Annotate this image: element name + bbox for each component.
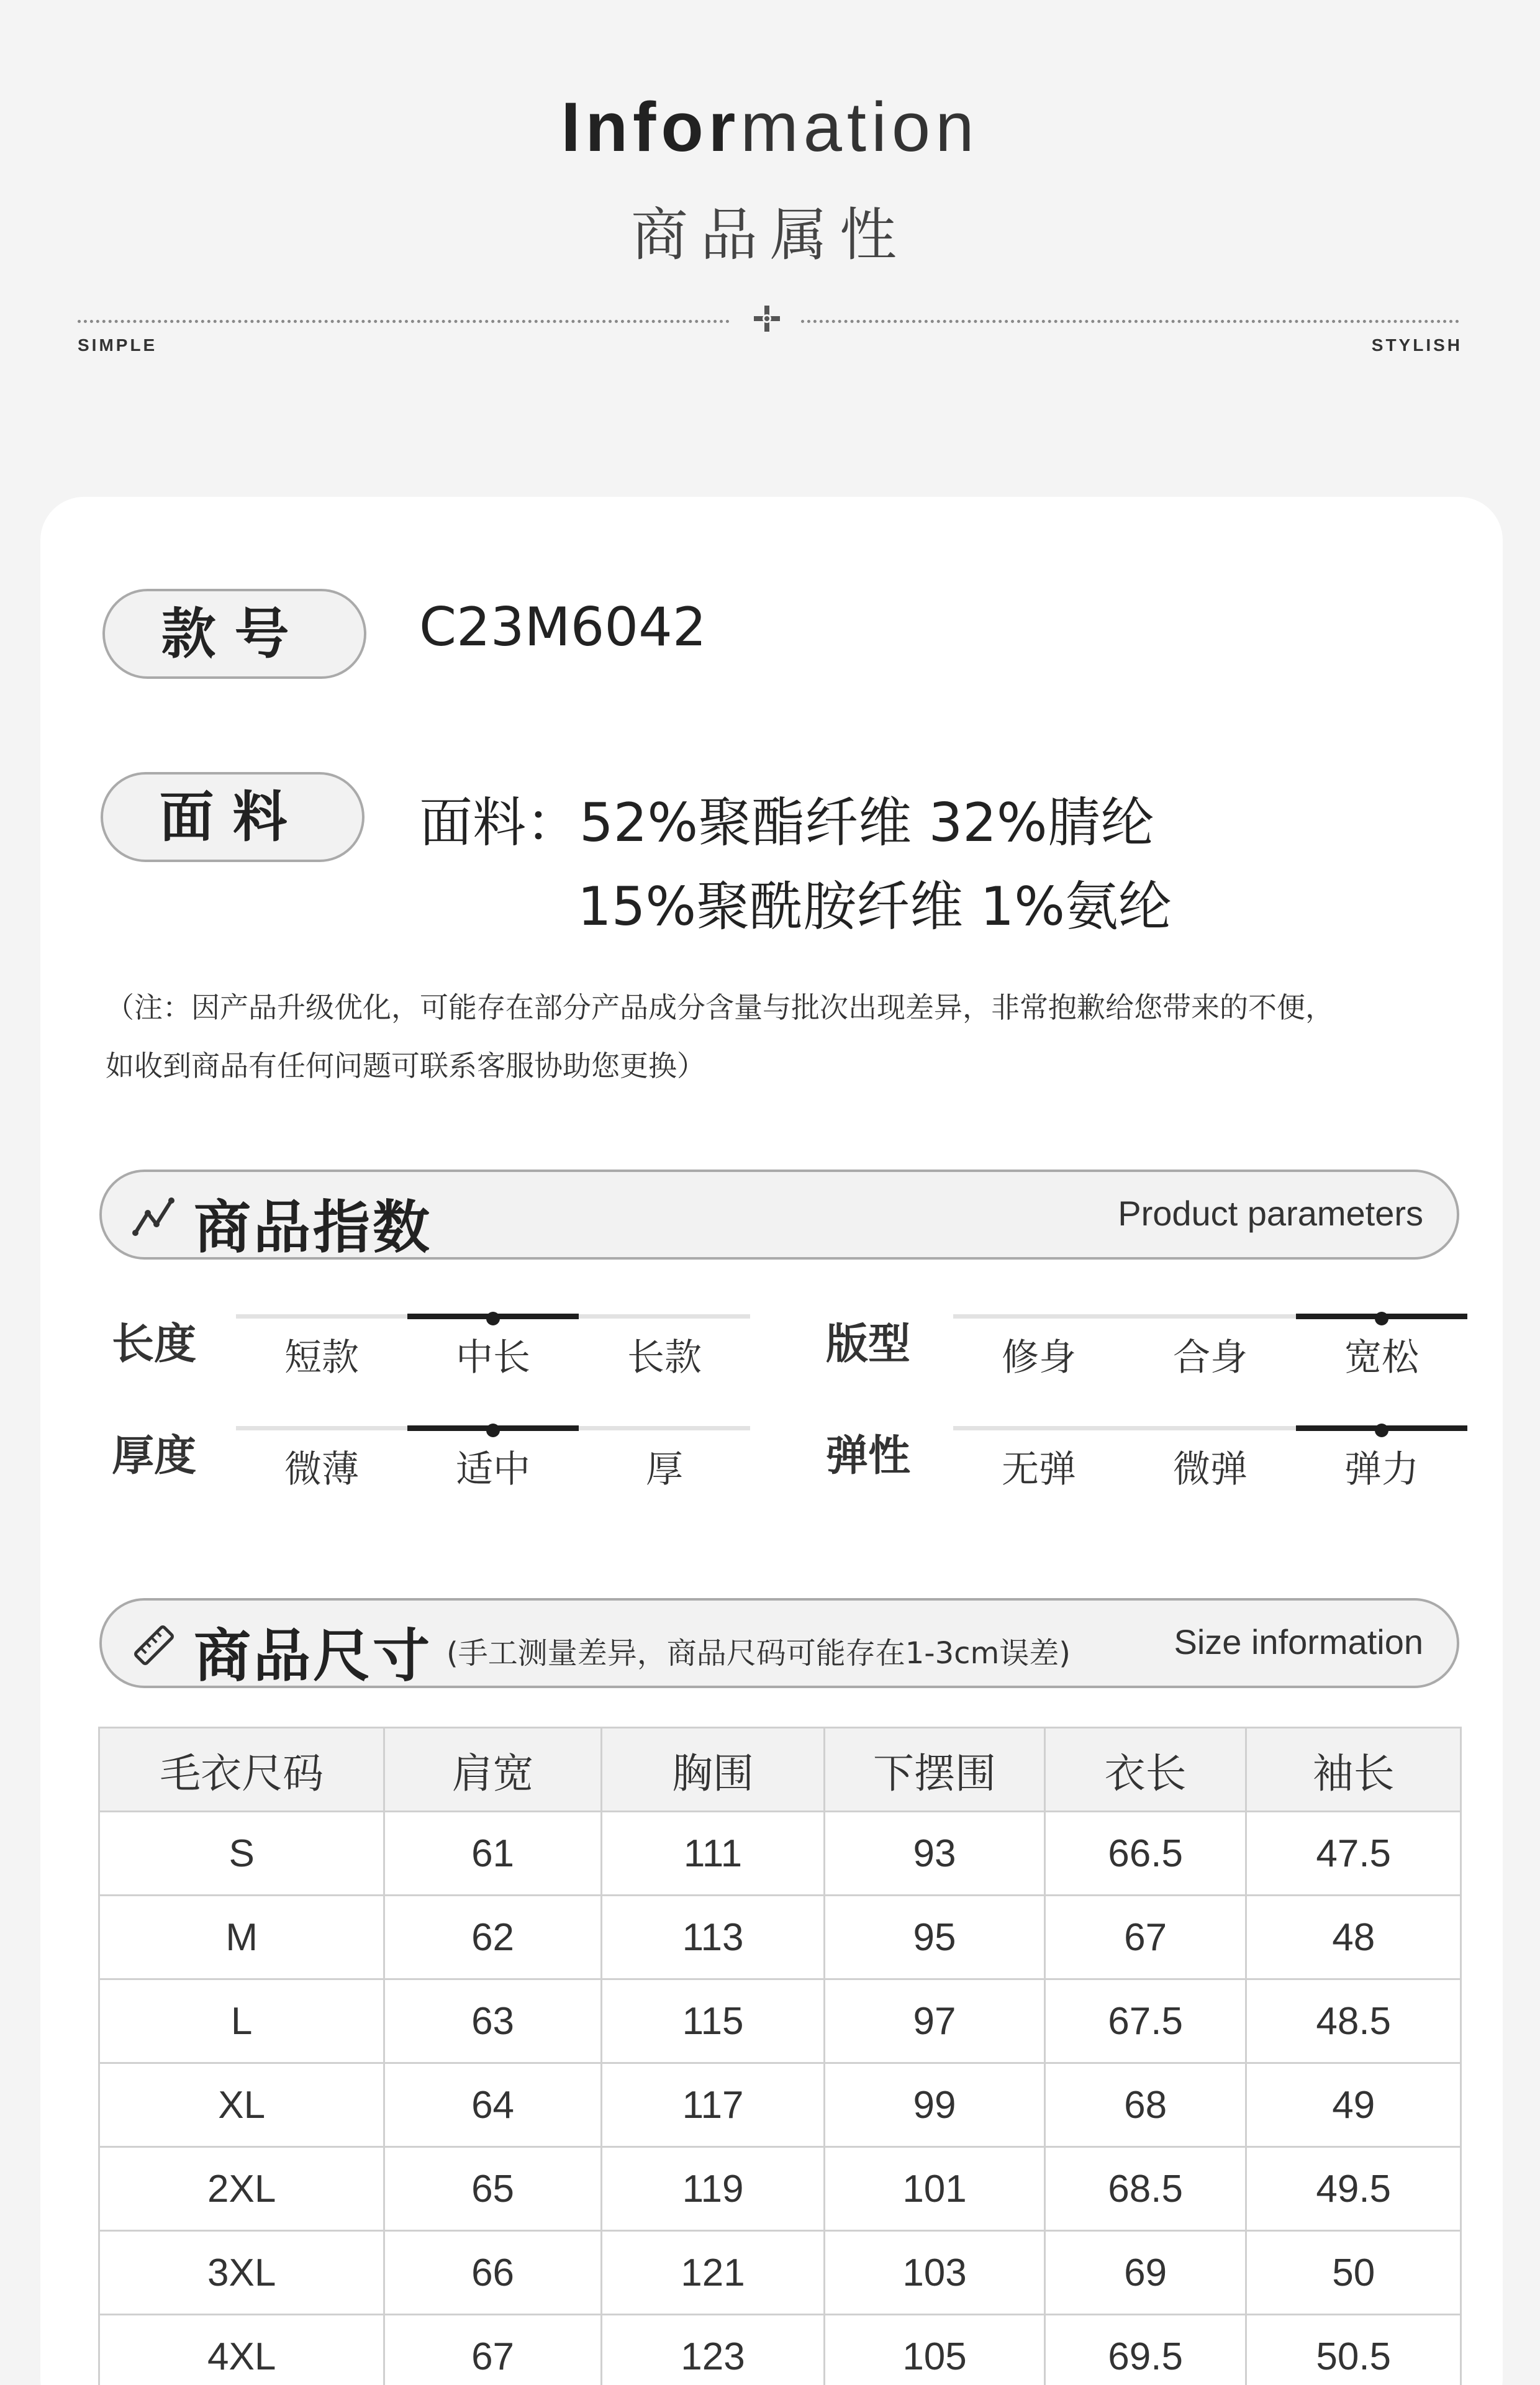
table-cell: S <box>99 1812 384 1896</box>
table-cell: 67.5 <box>1044 1979 1246 2063</box>
size-table-header-cell: 肩宽 <box>384 1728 601 1812</box>
table-cell: 48 <box>1246 1896 1461 1979</box>
table-cell: 67 <box>1044 1896 1246 1979</box>
size-section-bar <box>99 1598 1459 1688</box>
simple-label: SIMPLE <box>78 335 158 355</box>
param-label: 长度 <box>112 1320 197 1369</box>
table-cell: 66.5 <box>1044 1812 1246 1896</box>
fabric-pill: 面料 <box>101 772 365 862</box>
table-cell: 62 <box>384 1896 601 1979</box>
params-section-en: Product parameters <box>1118 1194 1423 1233</box>
table-row <box>99 1979 1461 2063</box>
table-cell: 123 <box>601 2315 825 2385</box>
param-option: 修身 <box>1002 1336 1076 1379</box>
table-cell: 66 <box>384 2231 601 2315</box>
param-option: 厚 <box>646 1448 683 1491</box>
table-row <box>99 2231 1461 2315</box>
fabric-line-2: 15%聚酰胺纤维 1%氨纶 <box>578 876 1172 938</box>
table-cell: 119 <box>601 2147 825 2231</box>
param-label: 版型 <box>826 1320 911 1369</box>
param-scale-dot <box>1375 1312 1388 1325</box>
param-scale-dot <box>1375 1424 1388 1437</box>
param-option: 合身 <box>1173 1336 1248 1379</box>
table-cell: 95 <box>825 1896 1045 1979</box>
param-option: 中长 <box>456 1336 530 1379</box>
table-cell: 117 <box>601 2063 825 2147</box>
size-table-header-cell: 袖长 <box>1246 1728 1461 1812</box>
trend-line-icon <box>132 1194 176 1239</box>
table-cell: 63 <box>384 1979 601 2063</box>
table-cell: 64 <box>384 2063 601 2147</box>
param-label: 厚度 <box>112 1432 197 1481</box>
size-table-header-cell: 衣长 <box>1044 1728 1246 1812</box>
table-row <box>99 1896 1461 1979</box>
table-cell: 103 <box>825 2231 1045 2315</box>
table-row <box>99 2315 1461 2385</box>
param-option: 宽松 <box>1344 1336 1419 1379</box>
param-option: 无弹 <box>1002 1448 1076 1491</box>
table-cell: 65 <box>384 2147 601 2231</box>
size-table <box>98 1727 1462 2385</box>
size-table-header-cell: 下摆围 <box>825 1728 1045 1812</box>
header-subtitle: 商品属性 <box>630 202 909 268</box>
table-row <box>99 1812 1461 1896</box>
note-line-1: （注：因产品升级优化，可能存在部分产品成分含量与批次出现差异，非常抱歉给您带来的不便， <box>106 991 1334 1024</box>
table-cell: 67 <box>384 2315 601 2385</box>
size-table-header-cell: 毛衣尺码 <box>99 1728 384 1812</box>
param-label: 弹性 <box>826 1432 911 1481</box>
param-option: 弹力 <box>1344 1448 1419 1491</box>
divider-left <box>78 320 730 323</box>
table-cell: 50 <box>1246 2231 1461 2315</box>
table-cell: 93 <box>825 1812 1045 1896</box>
table-cell: 68.5 <box>1044 2147 1246 2231</box>
size-table-body <box>99 1812 1461 2385</box>
table-cell: 49.5 <box>1246 2147 1461 2231</box>
table-cell: 50.5 <box>1246 2315 1461 2385</box>
table-cell: 3XL <box>99 2231 384 2315</box>
size-section-hint: (手工测量差异，商品尺码可能存在1-3cm误差) <box>446 1636 1071 1671</box>
fabric-line-1: 面料：52%聚酯纤维 32%腈纶 <box>419 792 1154 854</box>
table-cell: 49 <box>1246 2063 1461 2147</box>
ruler-icon <box>132 1623 176 1668</box>
table-cell: 113 <box>601 1896 825 1979</box>
table-cell: 105 <box>825 2315 1045 2385</box>
ornament-cross-icon <box>751 303 782 334</box>
table-cell: 48.5 <box>1246 1979 1461 2063</box>
table-cell: 97 <box>825 1979 1045 2063</box>
table-cell: 2XL <box>99 2147 384 2231</box>
table-cell: 4XL <box>99 2315 384 2385</box>
stylish-label: STYLISH <box>1371 335 1462 355</box>
size-table-header-row <box>99 1728 1461 1812</box>
note-line-2: 如收到商品有任何问题可联系客服协助您更换） <box>106 1049 705 1083</box>
param-option: 微弹 <box>1173 1448 1248 1491</box>
table-cell: 111 <box>601 1812 825 1896</box>
header-title-bold: Infor <box>561 88 741 166</box>
param-option: 短款 <box>284 1336 359 1379</box>
table-cell: 99 <box>825 2063 1045 2147</box>
style-no-value: C23M6042 <box>419 596 707 658</box>
table-cell: 69 <box>1044 2231 1246 2315</box>
style-no-pill: 款号 <box>102 589 366 679</box>
table-cell: 47.5 <box>1246 1812 1461 1896</box>
table-cell: 115 <box>601 1979 825 2063</box>
param-option: 微薄 <box>284 1448 359 1491</box>
param-option: 适中 <box>456 1448 530 1491</box>
table-cell: XL <box>99 2063 384 2147</box>
size-section-en: Size information <box>1174 1622 1423 1661</box>
header-title-light: mation <box>740 88 979 166</box>
table-cell: 69.5 <box>1044 2315 1246 2385</box>
table-cell: M <box>99 1896 384 1979</box>
table-cell: L <box>99 1979 384 2063</box>
size-table-header-cell: 胸围 <box>601 1728 825 1812</box>
divider-right <box>801 320 1459 323</box>
table-row <box>99 2063 1461 2147</box>
param-scale-dot <box>486 1312 500 1325</box>
table-cell: 101 <box>825 2147 1045 2231</box>
param-option: 长款 <box>627 1336 702 1379</box>
params-section-bar <box>99 1170 1459 1260</box>
table-row <box>99 2147 1461 2231</box>
params-section-title: 商品指数 <box>194 1194 433 1261</box>
param-scale-dot <box>486 1424 500 1437</box>
table-cell: 68 <box>1044 2063 1246 2147</box>
table-cell: 61 <box>384 1812 601 1896</box>
table-cell: 121 <box>601 2231 825 2315</box>
size-section-title: 商品尺寸 <box>194 1623 433 1689</box>
header-title <box>0 87 1540 167</box>
